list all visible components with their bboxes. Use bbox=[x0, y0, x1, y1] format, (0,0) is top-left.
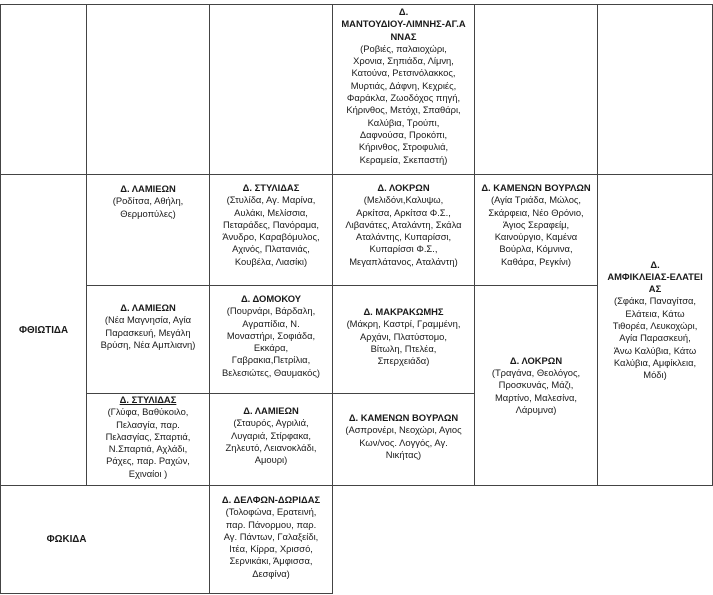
village-list: (Τολοφώνα, Ερατεινή, παρ. Πάνορμου, παρ. Αγ. Πάντων, Γαλαξείδι, Ιτέα, Κίρρα, Χρισσό, Σερνικάκι, Άμφισσα, Δεσφίνα) bbox=[223, 506, 319, 579]
table-border-bottom bbox=[209, 593, 332, 594]
village-list: (Ροδίτσα, Αθήλη, Θερμοπύλες) bbox=[112, 195, 184, 219]
village-list: (Αγία Τριάδα, Μώλος, Σκάρφεια, Νέο Θρόνιο, Άγιος Σεραφείμ, Καινούργιο, Καμένα Βούρλα, Κόμνινα, Καθάρα, Ρεγκίνι) bbox=[488, 194, 584, 267]
municipality-title: Δ. ΔΕΛΦΩΝ-ΔΩΡΙΔΑΣ bbox=[221, 494, 321, 505]
municipality-title: Δ. ΣΤΥΛΙΔΑΣ bbox=[119, 394, 177, 405]
municipality-title: Δ. ΛΟΚΡΩΝ bbox=[377, 182, 430, 193]
village-list: (Τραγάνα, Θεολόγος, Προσκυνάς, Μάζι, Μαρτίνο, Μαλεσίνα, Λάρυμνα) bbox=[491, 367, 581, 415]
village-list: (Πουρνάρι, Βάρδαλη, Αγραπίδια, Ν. Μοναστήρι, Σοφιάδα, Εκκάρα, Γαβρακια,Πετρίλια, Βελεσιώτες, Θαυμακός) bbox=[221, 305, 321, 378]
municipality-title: Δ. ΚΑΜΕΝΩΝ ΒΟΥΡΛΩΝ bbox=[348, 412, 459, 423]
municipality-title: Δ. ΛΟΚΡΩΝ bbox=[509, 354, 563, 366]
municipality-title: Δ. ΑΜΦΙΚΛΕΙΑΣ-ΕΛΑΤΕΙ ΑΣ bbox=[607, 258, 703, 295]
village-list: (Νέα Μαγνησία, Αγία Παρασκευή, Μεγάλη Βρύση, Νέα Αμπλιανη) bbox=[100, 314, 196, 350]
cell-domokou bbox=[210, 286, 332, 393]
village-list: (Στυλίδα, Αγ. Μαρίνα, Αυλάκι, Μελίσσια, Πεταράδες, Πανόραμα, Άνυδρο, Καραβόμυλος, Αχινός, Πλατανιάς, Κουβέλα, Λιασίκι) bbox=[222, 194, 320, 267]
municipality-title: Δ. ΜΑΚΡΑΚΩΜΗΣ bbox=[363, 306, 444, 317]
cell-stylidas-2 bbox=[87, 394, 209, 485]
cell-stylidas-1 bbox=[210, 175, 332, 285]
cell-lokron-1 bbox=[333, 175, 474, 285]
village-list: (Μάκρη, Καστρί, Γραμμένη, Αρχάνι, Πλατύστομο, Βίτωλη, Πτελέα, Σπερχειάδα) bbox=[346, 318, 461, 367]
village-list: (Ροβιές, παλαιοχώρι, Χρονια, Σηπιάδα, Λίμνη, Κατούνα, Ρετσινόλακκος, Μυρτιάς, Δάφνη, Κεχριές, Φαράκλα, Ζωοδόχος πηγή, Κήρινθος, Μετόχι, Σπαθάρι, Καλύβια, Τρούπι, Δαφνούσα, Προκόπι, Κήρινθος, Στροφυλιά, Κεραμεία, Σκεπαστή) bbox=[346, 42, 461, 165]
cell-delfon-doridas bbox=[210, 486, 332, 593]
village-list: (Μελιδόνι,Καλυψω, Αρκίτσα, Αρκίτσα Φ.Σ., Λιβανάτες, Αταλάντη, Σκάλα Αταλάντης, Κυπαρίσσι, Κυπαρίσσι Φ.Σ., Μεγαπλάτανος, Αταλάντη) bbox=[345, 194, 462, 267]
cell-lamieon-1 bbox=[87, 175, 209, 285]
municipality-title: Δ. ΛΑΜΙΕΩΝ bbox=[120, 183, 176, 194]
municipality-title: Δ. ΛΑΜΙΕΩΝ bbox=[120, 302, 176, 313]
municipality-title: Δ. ΛΑΜΙΕΩΝ bbox=[243, 405, 299, 416]
cell-kamenon-vourlon-2 bbox=[333, 394, 474, 485]
region-label-fokida: ΦΩΚΙΔΑ bbox=[46, 534, 87, 545]
cell-lamieon-2 bbox=[87, 286, 209, 393]
municipality-title: Δ. ΜΑΝΤΟΥΔΙΟΥ-ΛΙΜΝΗΣ-ΑΓ.Α ΝΝΑΣ bbox=[341, 6, 466, 42]
cell-makrakomis bbox=[333, 286, 474, 393]
municipality-title: Δ. ΚΑΜΕΝΩΝ ΒΟΥΡΛΩΝ bbox=[481, 182, 591, 193]
table-border-bottom bbox=[0, 593, 209, 594]
cell-kamenon-vourlon-1 bbox=[475, 175, 597, 285]
village-list: (Ασπρονέρι, Νεοχώρι, Αγιος Κων/νος. Λογγός, Αγ. Νικήτας) bbox=[345, 424, 462, 460]
cell-lamieon-3 bbox=[210, 394, 332, 485]
cell-mantoudiou bbox=[333, 5, 474, 174]
cell-amfikleias-elateias bbox=[598, 175, 712, 485]
region-label-fthiotida: ΦΘΙΩΤΙΔΑ bbox=[18, 324, 69, 336]
cell-lokron-2 bbox=[475, 286, 597, 485]
municipality-title: Δ. ΣΤΥΛΙΔΑΣ bbox=[242, 182, 300, 193]
village-list: (Σταυρός, Αγριλιά, Λυγαριά, Στίρφακα, Ζηλευτό, Λειανοκλάδι, Αμουρι) bbox=[225, 417, 317, 466]
municipality-title: Δ. ΔΟΜΟΚΟΥ bbox=[240, 293, 302, 304]
village-list: (Γλύφα, Βαθύκοιλο, Πελασγία, παρ. Πελασγίας, Σπαρτιά, Ν.Σπαρτιά, Αχλάδι, Ράχες, παρ. Ραχών, Εχιναίοι ) bbox=[105, 406, 191, 479]
village-list: (Σφάκα, Παναγίτσα, Ελάτεια, Κάτω Τιθορέα, Λευκοχώρι, Αγία Παρασκευή, Άνω Καλύβια, Κάτω Καλύβια, Αμφίκλεια, Μόδι) bbox=[612, 295, 698, 381]
